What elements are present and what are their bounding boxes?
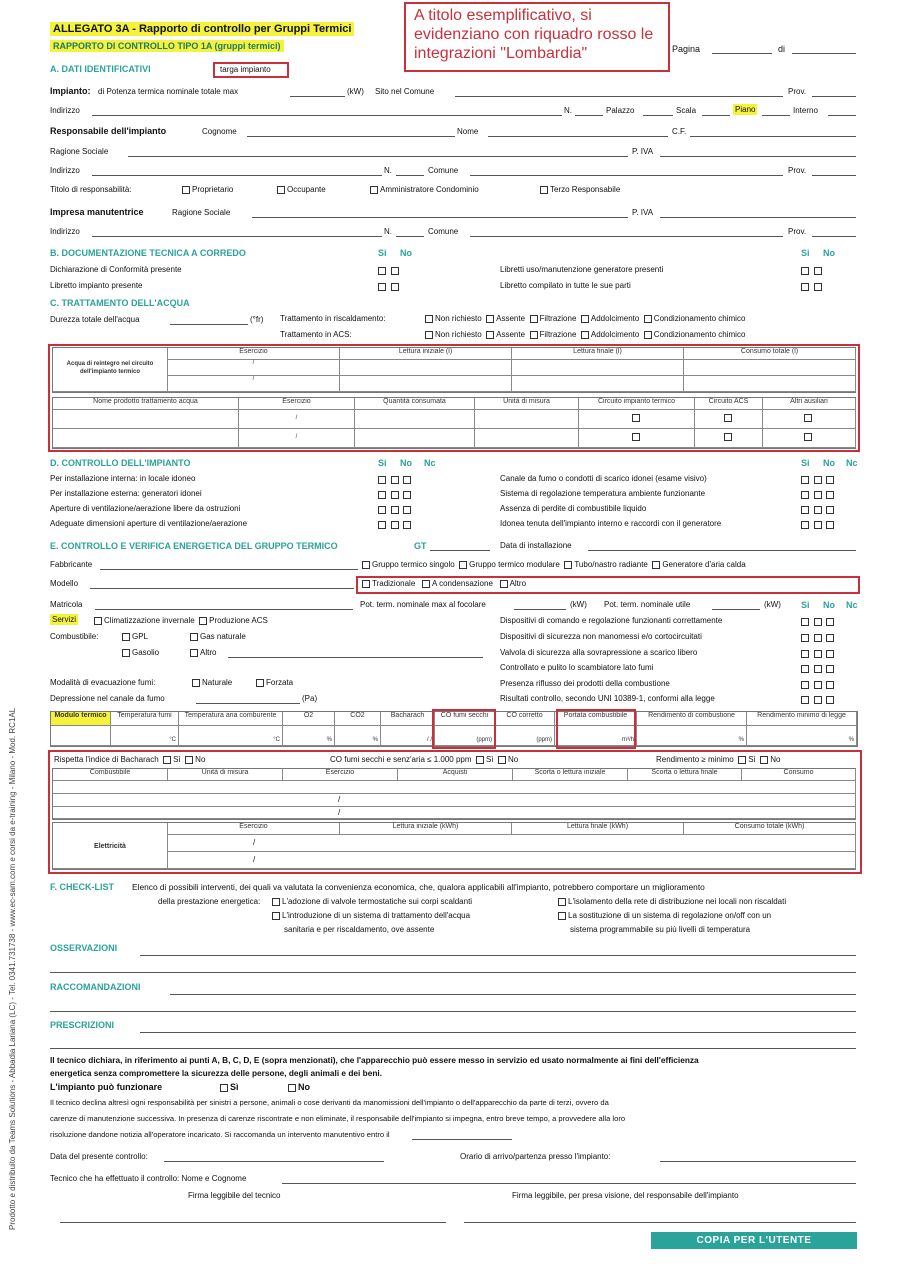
bacharach-row[interactable]: Rispetta l'indice di Bacharach Sì No [54, 755, 206, 764]
piano-label: Piano [735, 105, 756, 114]
depressione-label: Depressione nel canale da fumo [50, 694, 165, 703]
potenza-field[interactable] [290, 96, 345, 97]
ragione-field[interactable] [128, 156, 628, 157]
d-nc: Nc [424, 458, 436, 468]
reintegro-cell[interactable]: / [168, 360, 340, 376]
osservazioni-field[interactable] [140, 955, 856, 956]
data-inst-label: Data di installazione [500, 541, 572, 550]
prov3-label: Prov. [788, 227, 807, 236]
data-controllo-field[interactable] [164, 1161, 384, 1162]
interno-field[interactable] [828, 115, 856, 116]
page-total-field[interactable] [792, 53, 856, 54]
n2-field[interactable] [396, 175, 424, 176]
meas-cell[interactable]: (ppm) [435, 726, 495, 746]
d-left-0-checks[interactable] [378, 474, 413, 484]
section-c-title: C. TRATTAMENTO DELL'ACQUA [50, 298, 190, 308]
cons-col-6: Consumo [742, 769, 856, 781]
water-products-table [52, 397, 856, 449]
elettricita-label: Elettricità [53, 823, 168, 869]
d-nc-r: Nc [846, 458, 858, 468]
products-col-nome: Nome prodotto trattamento acqua [53, 398, 239, 410]
fabbricante-field[interactable] [100, 569, 358, 570]
n-label: N. [564, 106, 572, 115]
reintegro-cell[interactable] [512, 376, 684, 392]
section-a-title: A. DATI IDENTIFICATIVI [50, 64, 151, 74]
e-right-5: Risultati controllo, secondo UNI 10389-1, conformi alla legge [500, 694, 715, 703]
d-left-1: Per installazione esterna: generatori idonei [50, 489, 202, 498]
products-col-quantita: Quantità consumata [355, 398, 475, 410]
products-col-ausiliari: Altri ausiliari [763, 398, 856, 410]
d-no-r: No [823, 458, 835, 468]
d-left-3: Adeguate dimensioni aperture di ventilazione/aerazione [50, 519, 248, 528]
durezza-unit: (°fr) [250, 315, 264, 324]
meas-col-taria: Temperatura aria comburente [179, 712, 283, 726]
kw-label-2: (kW) [570, 600, 587, 609]
cons-col-3: Acquisti [398, 769, 513, 781]
cf-label: C.F. [672, 127, 687, 136]
cons-col-0: Combustibile [53, 769, 168, 781]
modello-field[interactable] [90, 588, 354, 589]
opt-amministratore[interactable]: Amministratore Condominio [370, 185, 479, 194]
elettricita-table [52, 822, 856, 870]
meas-col-co-corretto: CO corretto [495, 712, 555, 726]
pot-focolare-label: Pot. term. nominale max al focolare [360, 600, 486, 609]
reintegro-col-iniziale: Lettura iniziale (l) [340, 348, 512, 360]
opt-proprietario[interactable]: Proprietario [182, 185, 233, 194]
meas-col-tfumi: Temperatura fumi [111, 712, 179, 726]
el-row[interactable] [168, 835, 856, 852]
allegato-title: ALLEGATO 3A - Rapporto di controllo per Gruppi Termici [50, 22, 354, 36]
palazzo-label: Palazzo [606, 106, 635, 115]
prov-label: Prov. [788, 87, 807, 96]
firma-tecnico-label: Firma leggibile del tecnico [188, 1191, 281, 1200]
water-reintegro-table [52, 347, 856, 393]
b-no-header: No [400, 248, 412, 258]
indirizzo2-label: Indirizzo [50, 166, 80, 175]
e-right-3-checks[interactable] [801, 663, 836, 673]
combustibile-label: Combustibile: [50, 632, 99, 641]
matricola-label: Matricola [50, 600, 83, 609]
piva-label: P. IVA [632, 147, 654, 156]
meas-cell[interactable]: % [637, 726, 747, 746]
products-cell[interactable] [475, 429, 579, 448]
meas-cell[interactable]: % [747, 726, 857, 746]
el-col-3: Consumo totale (kWh) [684, 823, 856, 835]
piva-field[interactable] [660, 156, 856, 157]
meas-cell[interactable] [51, 726, 111, 746]
servizi-label: Servizi [52, 615, 77, 624]
e-right-3: Controllato e pulito lo scambiatore lato fumi [500, 663, 654, 672]
products-cell[interactable]: / [239, 429, 355, 448]
combustibile-altro[interactable]: Altro [190, 648, 216, 657]
copia-utente-banner: COPIA PER L'UTENTE [651, 1232, 857, 1249]
meas-cell[interactable]: °C [179, 726, 283, 746]
osservazioni-field-2[interactable] [50, 972, 856, 973]
meas-col-bacharach: Bacharach [381, 712, 435, 726]
e-si: Si [801, 600, 810, 610]
checklist-item-3[interactable]: La sostituzione di un sistema di regolazione on/off con un [558, 911, 771, 920]
b-right-1: Libretto compilato in tutte le sue parti [500, 281, 631, 290]
comune-field[interactable] [455, 96, 783, 97]
osservazioni-label: OSSERVAZIONI [50, 943, 118, 953]
combustibile-altro-field[interactable] [228, 657, 483, 658]
products-col-esercizio: Esercizio [239, 398, 355, 410]
data-inst-field[interactable] [588, 550, 856, 551]
data-controllo-label: Data del presente controllo: [50, 1152, 148, 1161]
cons-col-2: Esercizio [283, 769, 398, 781]
section-f-title: F. CHECK-LIST [50, 882, 114, 892]
comune3-field[interactable] [470, 236, 783, 237]
products-check[interactable] [763, 429, 856, 448]
d-no: No [400, 458, 412, 468]
evacuazione-label: Modalità di evacuazione fumi: [50, 678, 156, 687]
combustibile-gas[interactable]: Gas naturale [190, 632, 246, 641]
tecnico-field[interactable] [282, 1183, 856, 1184]
meas-col-rend-min: Rendimento minimo di legge [747, 712, 857, 726]
page-label: Pagina [672, 44, 701, 54]
e-right-4-checks[interactable] [801, 679, 836, 689]
cf-field[interactable] [690, 136, 856, 137]
reintegro-col-finale: Lettura finale (l) [512, 348, 684, 360]
d-left-1-checks[interactable] [378, 489, 413, 499]
impianto-label: Impianto: [50, 86, 91, 96]
d-right-1: Sistema di regolazione temperatura ambiente funzionante [500, 489, 706, 498]
cons-col-5: Scorta o lettura finale [628, 769, 742, 781]
n-field[interactable] [575, 115, 603, 116]
comune2-label: Comune [428, 166, 459, 175]
tecnico-label: Tecnico che ha effettuato il controllo: Nome e Cognome [50, 1174, 247, 1183]
b-no-header-r: No [823, 248, 835, 258]
meas-cell[interactable]: % [335, 726, 381, 746]
nome-field[interactable] [488, 136, 668, 137]
e-no: No [823, 600, 835, 610]
reintegro-cell[interactable] [340, 376, 512, 392]
products-check[interactable] [695, 410, 763, 429]
products-col-circuito: Circuito impianto termico [579, 398, 695, 410]
nome-label: Nome [457, 127, 479, 136]
orario-field[interactable] [660, 1161, 856, 1162]
indirizzo-label: Indirizzo [50, 106, 80, 115]
e-nc: Nc [846, 600, 858, 610]
cons-slash: / [338, 795, 341, 804]
checklist-intro2: della prestazione energetica: [158, 897, 261, 906]
comune3-label: Comune [428, 227, 459, 236]
piva2-field[interactable] [660, 217, 856, 218]
ragione-label: Ragione Sociale [50, 147, 109, 156]
opt-occupante[interactable]: Occupante [277, 185, 326, 194]
meas-col-co2: CO2 [335, 712, 381, 726]
reintegro-cell[interactable] [684, 376, 856, 392]
checklist-item-1[interactable]: L'isolamento della rete di distribuzione nei locali non riscaldati [558, 897, 786, 906]
el-col-0: Esercizio [168, 823, 340, 835]
b-si-header-r: Si [801, 248, 810, 258]
raccomandazioni-field[interactable] [170, 994, 856, 995]
piano-field[interactable] [762, 115, 790, 116]
orario-label: Orario di arrivo/partenza presso l'impianto: [460, 1152, 611, 1161]
firma-tecnico-field[interactable] [60, 1222, 446, 1223]
prov2-label: Prov. [788, 166, 807, 175]
raccomandazioni-label: RACCOMANDAZIONI [50, 982, 141, 992]
sito-label: Sito nel Comune [375, 87, 435, 96]
lombardia-note: A titolo esemplificativo, si evidenziano con riquadro rosso le integrazioni "Lombardia" [404, 2, 670, 72]
modello-label: Modello [50, 579, 79, 588]
products-cell[interactable] [53, 429, 239, 448]
prov3-field[interactable] [812, 236, 856, 237]
acs-label: Trattamento in ACS: [280, 330, 352, 339]
meas-cell[interactable]: / / [381, 726, 435, 746]
firma-responsabile-label: Firma leggibile, per presa visione, del responsabile dell'impianto [512, 1191, 739, 1200]
cognome-field[interactable] [247, 136, 455, 137]
indirizzo3-field[interactable] [92, 236, 382, 237]
cons-row[interactable] [53, 781, 856, 794]
titolo-label: Titolo di responsabilità: [50, 185, 132, 194]
b-right-0-checks[interactable] [801, 265, 824, 275]
e-right-2: Valvola di sicurezza alla sovrapressione a scarico libero [500, 648, 698, 657]
d-right-0-checks[interactable] [801, 474, 836, 484]
e-right-1-checks[interactable] [801, 632, 836, 642]
rendimento-row[interactable]: Rendimento ≥ minimo Sì No [656, 755, 781, 764]
meas-col-modulo: Modulo termico [51, 712, 111, 726]
checklist-item-2b: sanitaria e per riscaldamento, ove assente [284, 925, 435, 934]
b-si-header: Si [378, 248, 387, 258]
declaration-text-2: energetica senza compromettere la sicurezza delle persone, degli animali e dei beni. [50, 1068, 382, 1078]
e-right-0: Dispositivi di comando e regolazione funzionanti correttamente [500, 616, 723, 625]
products-cell[interactable] [475, 410, 579, 429]
modello-options[interactable]: Tradizionale A condensazione Altro [362, 579, 526, 588]
tipo-options[interactable]: Gruppo termico singolo Gruppo termico modulare Tubo/nastro radiante Generatore d'aria calda [362, 560, 746, 569]
declaration-text-1: Il tecnico dichiara, in riferimento ai punti A, B, C, D, E (sopra menzionati), che l'apparecchio può essere messo in servizio ed usato normalmente ai fini dell'efficienza [50, 1055, 699, 1065]
declaration-p3: risoluzione dandone notizia all'operatore incaricato. Si raccomanda un intervento manutentivo entro il [50, 1130, 390, 1139]
d-right-2-checks[interactable] [801, 504, 836, 514]
manutenzione-date-field[interactable] [412, 1139, 512, 1140]
reintegro-col-consumo: Consumo totale (l) [684, 348, 856, 360]
products-check[interactable] [579, 429, 695, 448]
e-right-2-checks[interactable] [801, 648, 836, 658]
cognome-label: Cognome [202, 127, 237, 136]
opt-terzo[interactable]: Terzo Responsabile [540, 185, 620, 194]
indirizzo-field[interactable] [92, 115, 562, 116]
raccomandazioni-field-2[interactable] [50, 1011, 856, 1012]
checklist-item-0[interactable]: L'adozione di valvole termostatiche sui corpi scaldanti [272, 897, 472, 906]
indirizzo2-field[interactable] [92, 175, 382, 176]
section-b-title: B. DOCUMENTAZIONE TECNICA A CORREDO [50, 248, 246, 258]
co-secchi-box [432, 709, 496, 749]
pa-unit: (Pa) [302, 694, 318, 703]
risc-label: Trattamento in riscaldamento: [280, 314, 386, 323]
prescrizioni-field-2[interactable] [50, 1048, 856, 1049]
kw-label-3: (kW) [764, 600, 781, 609]
reintegro-col-esercizio: Esercizio [168, 348, 340, 360]
d-right-3: Idonea tenuta dell'impianto interno e raccordi con il generatore [500, 519, 722, 528]
d-right-1-checks[interactable] [801, 489, 836, 499]
piva2-label: P. IVA [632, 208, 654, 217]
depressione-field[interactable] [196, 703, 300, 704]
el-col-1: Lettura iniziale (kWh) [340, 823, 512, 835]
products-cell[interactable] [355, 429, 475, 448]
section-e-title: E. CONTROLLO E VERIFICA ENERGETICA DEL GRUPPO TERMICO [50, 541, 338, 551]
acs-options[interactable]: Non richiesto Assente Filtrazione Addolcimento Condizionamento chimico [425, 330, 745, 339]
e-right-0-checks[interactable] [801, 616, 836, 626]
n3-field[interactable] [396, 236, 424, 237]
d-left-3-checks[interactable] [378, 519, 413, 529]
gt-field[interactable] [430, 550, 490, 551]
cons-col-4: Scorta o lettura iniziale [513, 769, 628, 781]
d-si-r: Si [801, 458, 810, 468]
b-left-1: Libretto impianto presente [50, 281, 143, 290]
prov2-field[interactable] [812, 175, 856, 176]
evac-forzata[interactable]: Forzata [256, 678, 293, 687]
b-right-1-checks[interactable] [801, 281, 824, 291]
impresa-label: Impresa manutentrice [50, 207, 144, 217]
d-left-2: Aperture di ventilazione/aerazione libere da ostruzioni [50, 504, 241, 513]
targa-label: targa impianto [220, 65, 271, 74]
scala-label: Scala [676, 106, 697, 115]
risc-options[interactable]: Non richiesto Assente Filtrazione Addolcimento Condizionamento chimico [425, 314, 745, 323]
vertical-imprint: Prodotto e distribuito da Teams Solutions - Abbadia Lariana (LC) - Tel. 0341.731738 - www.ec-sam.com e corsi da e-training - Milano - Mod. RC1AL [8, 707, 17, 1230]
checklist-intro: Elenco di possibili interventi, dei quali va valutata la convenienza economica, che, qualora applicabili all'impianto, potrebbero comportare un miglioramento [132, 882, 705, 892]
d-right-0: Canale da fumo o condotti di scarico idonei (esame visivo) [500, 474, 707, 483]
d-right-2: Assenza di perdite di combustibile liquido [500, 504, 647, 513]
kw-label: (kW) [347, 87, 364, 96]
pot-focolare-field[interactable] [514, 609, 566, 610]
e-right-1: Dispositivi di sicurezza non manomessi e/o cortocircuitati [500, 632, 702, 641]
funzionare-label: L'impianto può funzionare [50, 1082, 163, 1092]
report-type: RAPPORTO DI CONTROLLO TIPO 1A (gruppi termici) [50, 40, 284, 52]
matricola-field[interactable] [95, 609, 353, 610]
meas-col-co-secchi: CO fumi secchi [435, 712, 495, 726]
portata-box [556, 709, 636, 749]
responsabile-label: Responsabile dell'impianto [50, 126, 167, 136]
n2-label: N. [384, 166, 392, 175]
reintegro-cell[interactable] [512, 360, 684, 376]
reintegro-cell[interactable] [684, 360, 856, 376]
section-d-title: D. CONTROLLO DELL'IMPIANTO [50, 458, 191, 468]
d-left-0: Per installazione interna: in locale idoneo [50, 474, 196, 483]
el-col-2: Lettura finale (kWh) [512, 823, 684, 835]
e-right-5-checks[interactable] [801, 694, 836, 704]
meas-cell[interactable]: °C [111, 726, 179, 746]
el-slash: / [253, 838, 256, 847]
funzionare-si[interactable]: Sì [220, 1082, 239, 1092]
firma-responsabile-field[interactable] [464, 1222, 856, 1223]
page-number-field[interactable] [712, 53, 772, 54]
potenza-label: di Potenza termica nominale totale max [98, 87, 239, 96]
products-col-acs: Circuito ACS [695, 398, 763, 410]
page-of-label: di [778, 44, 786, 54]
reintegro-cell[interactable] [340, 360, 512, 376]
indirizzo3-label: Indirizzo [50, 227, 80, 236]
checklist-item-2[interactable]: L'introduzione di un sistema di trattamento dell'acqua [272, 911, 470, 920]
consumi-table [52, 768, 856, 820]
durezza-label: Durezza totale dell'acqua [50, 315, 140, 324]
gt-label: GT [414, 541, 427, 551]
palazzo-field[interactable] [643, 115, 673, 116]
products-cell[interactable] [53, 410, 239, 429]
meas-col-rendimento: Rendimento di combustione [637, 712, 747, 726]
pot-utile-label: Pot. term. nominale utile [604, 600, 691, 609]
b-left-0-checks[interactable] [378, 265, 401, 275]
products-cell[interactable]: / [239, 410, 355, 429]
cons-row[interactable] [53, 794, 856, 807]
meas-cell[interactable]: (ppm) [495, 726, 555, 746]
el-slash: / [253, 855, 256, 864]
cons-row[interactable] [53, 807, 856, 819]
combustibile-gpl[interactable]: GPL [122, 632, 148, 641]
scala-field[interactable] [702, 115, 730, 116]
servizi-options[interactable]: Climatizzazione invernale Produzione ACS [94, 616, 268, 625]
products-check[interactable] [763, 410, 856, 429]
declaration-p2: carenze di manutenzione successiva. In presenza di carenze riscontrate e non eliminate, il responsabile dell'impianto si impegna, entro breve tempo, a provvedere alla loro [50, 1114, 626, 1123]
co-row[interactable]: CO fumi secchi e senz'aria ≤ 1.000 ppm Sì No [330, 755, 519, 764]
meas-cell[interactable]: m³/h [555, 726, 637, 746]
pot-utile-field[interactable] [712, 609, 760, 610]
cons-slash: / [338, 808, 341, 817]
meas-cell[interactable]: % [283, 726, 335, 746]
checklist-item-3b: sistema programmabile su più livelli di temperatura [570, 925, 751, 934]
prescrizioni-field[interactable] [140, 1032, 856, 1033]
b-left-1-checks[interactable] [378, 281, 401, 291]
combustibile-gasolio[interactable]: Gasolio [122, 648, 159, 657]
el-row[interactable] [168, 852, 856, 869]
evac-naturale[interactable]: Naturale [192, 678, 232, 687]
comune2-field[interactable] [470, 175, 783, 176]
ragione2-label: Ragione Sociale [172, 208, 231, 217]
b-left-0: Dichiarazione di Conformità presente [50, 265, 182, 274]
b-right-0: Libretti uso/manutenzione generatore presenti [500, 265, 664, 274]
cons-col-1: Unità di misura [168, 769, 283, 781]
fabbricante-label: Fabbricante [50, 560, 93, 569]
meas-col-o2: O2 [283, 712, 335, 726]
durezza-field[interactable] [170, 324, 248, 325]
funzionare-no[interactable]: No [288, 1082, 310, 1092]
meas-col-portata: Portata combustibile [555, 712, 637, 726]
products-col-unita: Unità di misura [475, 398, 579, 410]
products-cell[interactable] [355, 410, 475, 429]
interno-label: Interno [793, 106, 818, 115]
products-check[interactable] [695, 429, 763, 448]
ragione2-field[interactable] [252, 217, 628, 218]
prescrizioni-label: PRESCRIZIONI [50, 1020, 115, 1030]
d-si: Si [378, 458, 387, 468]
n3-label: N. [384, 227, 392, 236]
reintegro-cell[interactable]: / [168, 376, 340, 392]
products-check[interactable] [579, 410, 695, 429]
d-left-2-checks[interactable] [378, 504, 413, 514]
d-right-3-checks[interactable] [801, 519, 836, 529]
declaration-p1: Il tecnico declina altresì ogni responsabilità per sinistri a persone, animali o cose derivanti da manomissioni dell'impianto o dell'apparecchio da parte di terzi, ovvero da [50, 1098, 609, 1107]
prov-field[interactable] [812, 96, 856, 97]
reintegro-label: Acqua di reintegro nel circuito dell'impianto termico [53, 348, 168, 392]
e-right-4: Presenza riflusso dei prodotti della combustione [500, 679, 670, 688]
